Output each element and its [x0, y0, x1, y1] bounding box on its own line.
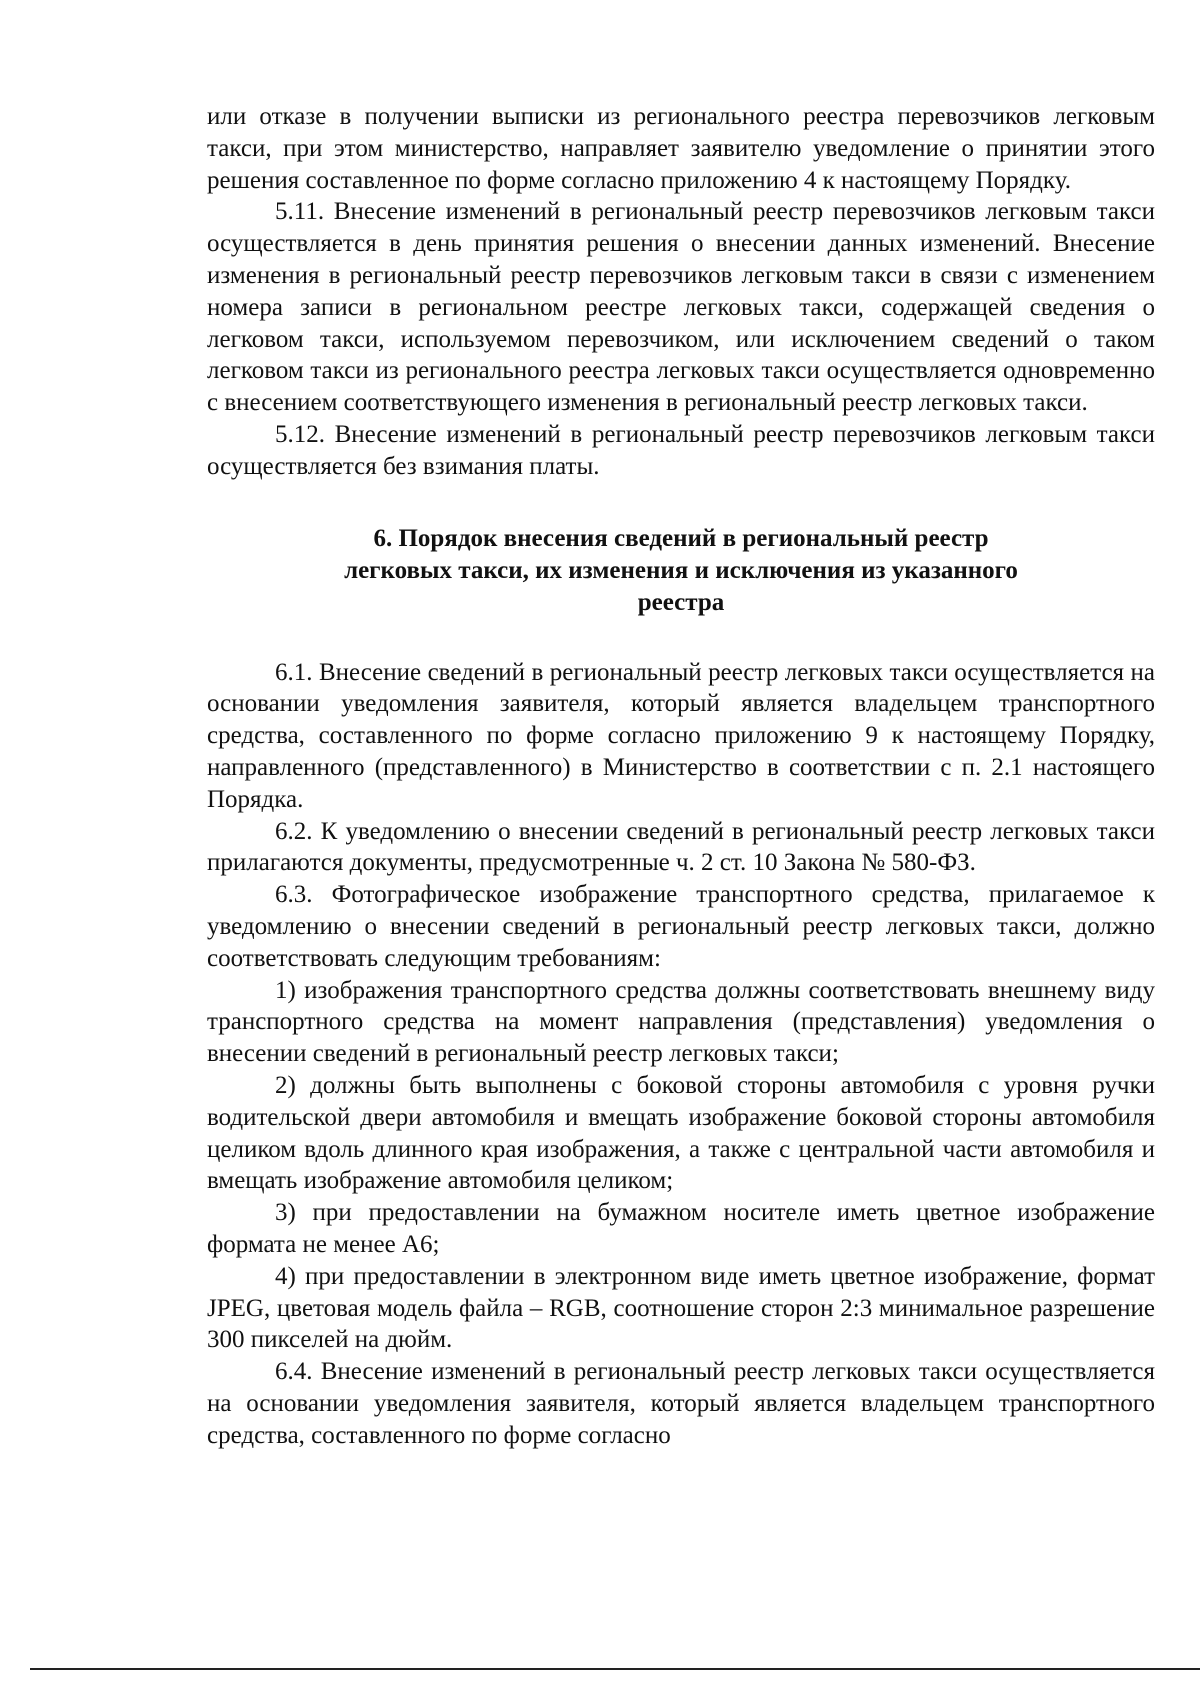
- section-heading-line: реестра: [637, 588, 725, 616]
- list-item-3: 3) при предоставлении на бумажном носителе иметь цветное изображение формата не менее А6;: [207, 1199, 1155, 1258]
- paragraph-6-3: 6.3. Фотографическое изображение транспортного средства, прилагаемое к уведомлению о внесении сведений в региональный реестр легковых такси, должно соответствовать следующим требованиям:: [207, 881, 1155, 972]
- paragraph-5-12: 5.12. Внесение изменений в региональный реестр перевозчиков легковым такси осуществляется без взимания платы.: [207, 420, 1155, 480]
- list-item-4: 4) при предоставлении в электронном виде иметь цветное изображение, формат JPEG, цветовая модель файла – RGB, соотношение сторон 2:3 минимальное разрешение 300 пикселей на дюйм.: [207, 1262, 1155, 1354]
- list-item-1: 1) изображения транспортного средства должны соответствовать внешнему виду транспортного средства на момент направления (представления) уведомления о внесении сведений в региональный реестр легковых такси;: [207, 976, 1155, 1068]
- paragraph-continuation: или отказе в получении выписки из регионального реестра перевозчиков легковым такси, при этом министерство, направляет заявителю уведомление о принятии этого решения составленное по форме согласно приложению 4 к настоящему Порядку.: [207, 103, 1155, 194]
- paragraph-6-2: 6.2. К уведомлению о внесении сведений в региональный реестр легковых такси прилагаются документы, предусмотренные ч. 2 ст. 10 Закона № 580-ФЗ.: [207, 817, 1155, 877]
- paragraph-5-11: 5.11. Внесение изменений в региональный реестр перевозчиков легковым такси осуществляется в день принятия решения о внесении данных изменений. Внесение изменения в региональный реестр перевозчиков легковым такси в связи с изменением номера записи в региональном реестре легковых такси, содержащей сведения о легковом такси, используемом перевозчиком, или исключением сведений о таком легковом такси из регионального реестра легковых такси осуществляется одновременно с внесением соответствующего изменения в региональный реестр легковых такси.: [207, 198, 1155, 417]
- section-heading-line: легковых такси, их изменения и исключения из указанного: [344, 556, 1018, 584]
- paragraph-6-4: 6.4. Внесение изменений в региональный реестр легковых такси осуществляется на основании уведомления заявителя, который является владельцем транспортного средства, составленного по форме согласно: [207, 1358, 1155, 1449]
- paragraph-6-1: 6.1. Внесение сведений в региональный реестр легковых такси осуществляется на основании уведомления заявителя, который является владельцем транспортного средства, составленного по форме согласно приложению 9 к настоящему Порядку, направленного (представленного) в Министерство в соответствии с п. 2.1 настоящего Порядка.: [207, 658, 1155, 813]
- bottom-divider: [30, 1668, 1200, 1670]
- section-heading-line: 6. Порядок внесения сведений в региональный реестр: [373, 524, 989, 552]
- document-page: [207, 101, 1155, 1451]
- list-item-2: 2) должны быть выполнены с боковой стороны автомобиля с уровня ручки водительской двери автомобиля и вмещать изображение боковой стороны автомобиля целиком вдоль длинного края изображения, а также с центральной части автомобиля и вмещать изображение автомобиля целиком;: [207, 1071, 1155, 1195]
- section-heading: [207, 523, 1155, 619]
